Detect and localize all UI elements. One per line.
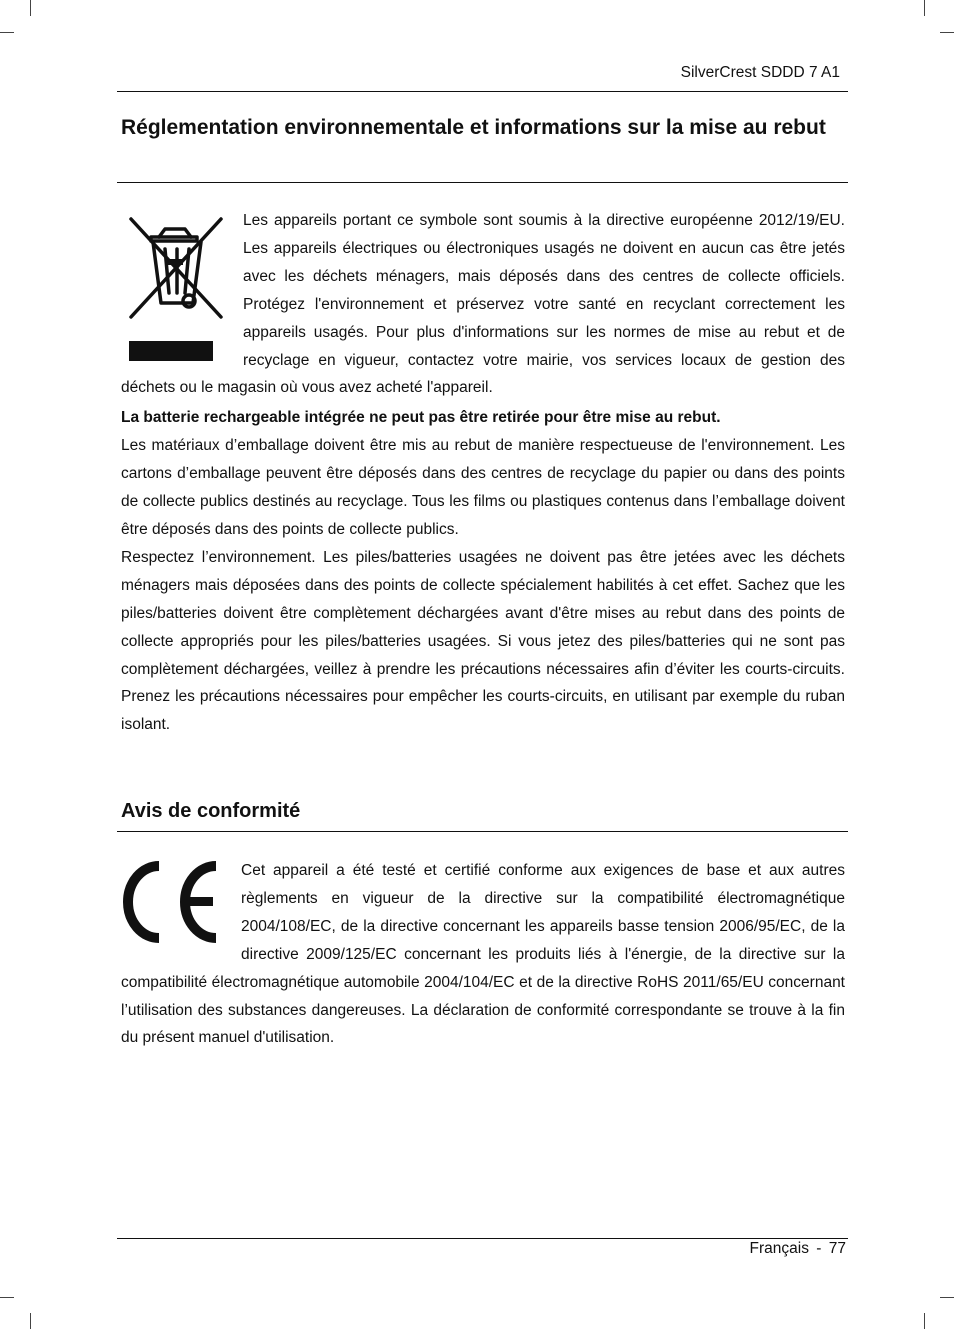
crop-mark [924,0,925,16]
title-rule [117,182,848,183]
crop-mark [940,32,954,33]
battery-note: La batterie rechargeable intégrée ne peut pas être retirée pour être mise au rebut. [121,409,721,427]
section-title-conformity: Avis de conformité [121,800,301,822]
footer-rule [117,1238,848,1239]
conformity-section [121,857,845,1052]
running-header: SilverCrest SDDD 7 A1 [680,64,840,81]
conformity-paragraph: Cet appareil a été testé et certifié conforme aux exigences de base et aux autres règlements en vigueur de la directive sur la compatibilité électromagnétique 2004/108/EC, de la directive concernant les appareils basse tension 2006/95/EC, de la directive 2009/125/EC concernant les produits liés à l'énergie, de la directive sur la compatibilité électromagnétique automobile 2004/104/EC et de la directive RoHS 2011/65/EU concernant l’utilisation des substances dangereuses. La déclaration de conformité correspondante se trouve à la fin du présent manuel d'utilisation. [121,862,845,1047]
section-title-disposal: Réglementation environnementale et informations sur la mise au rebut [121,116,826,139]
weee-paragraph: Les appareils portant ce symbole sont soumis à la directive européenne 2012/19/EU. Les appareils électriques ou électroniques usagés ne doivent en aucun cas être jetés avec les déchets ménagers, mais déposés dans des centres de collecte officiels. Protégez l'environnement et préservez votre santé en recyclant correctement les appareils usagés. Pour plus d'informations sur les normes de mise au rebut et de recyclage en vigueur, contactez votre mairie, vos services locaux de gestion des déchets ou le magasin où vous avez acheté l'appareil. [121,212,845,397]
ce-mark-icon [121,857,231,947]
crop-mark [940,1297,954,1298]
crop-mark [0,1297,14,1298]
disposal-section [121,207,845,739]
crop-mark [0,32,14,33]
batteries-paragraph: Respectez l’environnement. Les piles/batteries usagées ne doivent pas être jetées avec les déchets ménagers mais déposées dans des points de collecte spécialement habilités à cet effet. Sachez que les piles/batteries doivent être complètement déchargées avant d'être mises au rebut dans des points de collecte appropriés pour les piles/batteries usagées. Si vous jetez des piles/batteries qui ne sont pas complètement déchargées, veillez à prendre les précautions nécessaires afin d’éviter les courts-circuits. Prenez les précautions nécessaires pour empêcher les courts-circuits, en utilisant par exemple du ruban isolant. [121,548,845,734]
section-rule [117,831,848,832]
packaging-paragraph: Les matériaux d’emballage doivent être mis au rebut de manière respectueuse de l'environnement. Les cartons d’emballage peuvent être déposés dans des centres de recyclage du papier ou dans des points de collecte publics destinés au recyclage. Tous les films ou plastiques contenus dans l’emballage doivent être déposés dans des points de collecte publics. [121,437,845,538]
crop-mark [30,0,31,16]
page-footer: Français - 77 [749,1240,846,1257]
crop-mark [30,1313,31,1329]
crop-mark [924,1313,925,1329]
weee-crossed-bin-icon [121,207,233,369]
header-rule [117,91,848,92]
